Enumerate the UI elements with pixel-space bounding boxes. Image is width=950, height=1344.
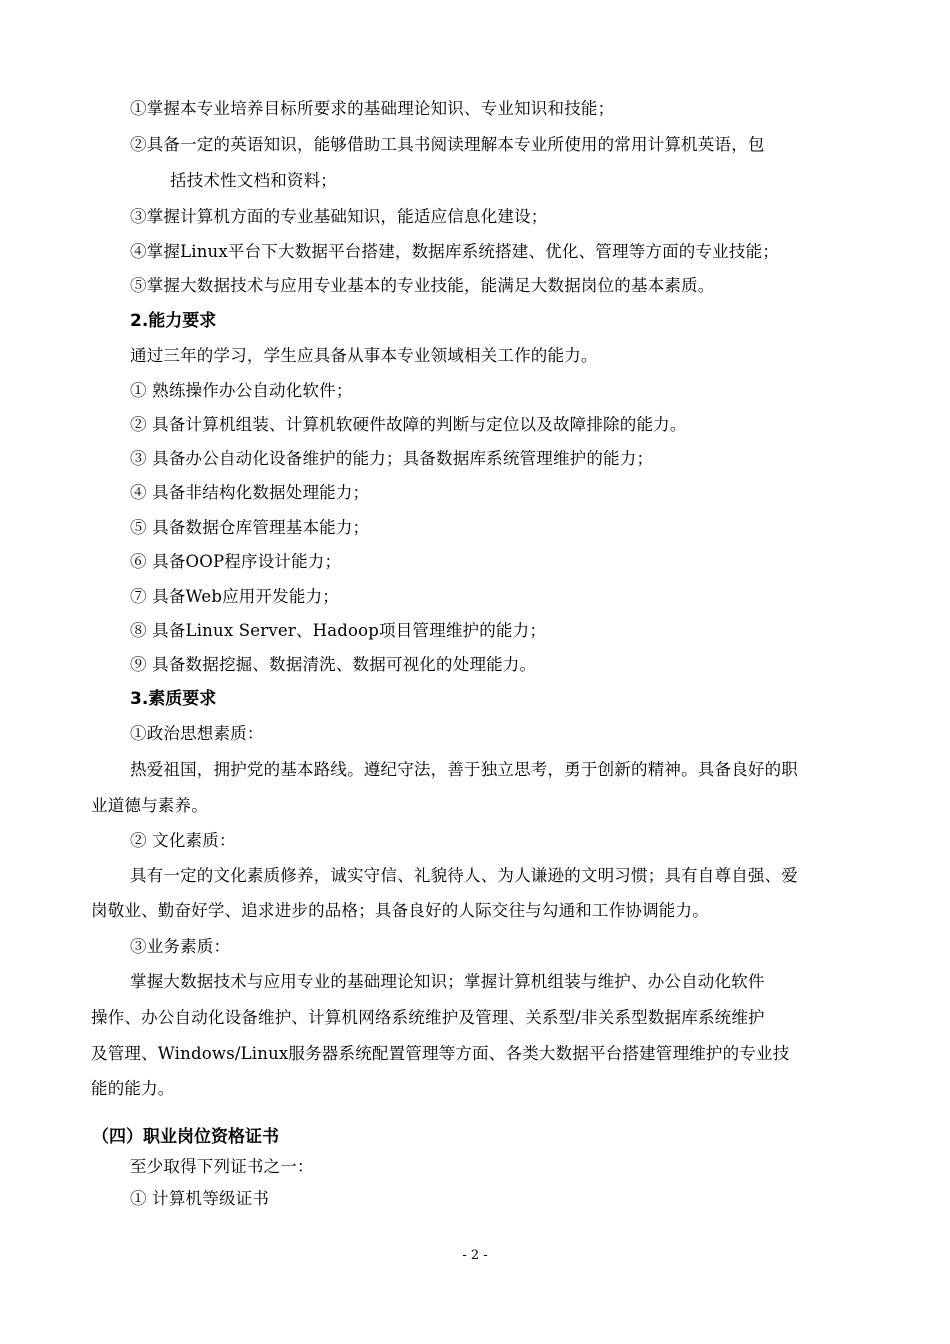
ability-item-9: ⑨ 具备数据挖掘、数据清洗、数据可视化的处理能力。 xyxy=(130,655,537,674)
quality-heading: 3.素质要求 xyxy=(130,689,217,709)
ability-item-4: ④ 具备非结构化数据处理能力； xyxy=(130,483,370,502)
ability-item-3: ③ 具备办公自动化设备维护的能力；具备数据库系统管理维护的能力； xyxy=(130,449,654,468)
ability-item-7: ⑦ 具备Web应用开发能力； xyxy=(130,587,339,606)
certificate-heading: （四）职业岗位资格证书 xyxy=(92,1127,279,1147)
business-quality-line-2: 操作、办公自动化设备维护、计算机网络系统维护及管理、关系型/非关系型数据库系统维护 xyxy=(91,1008,765,1027)
knowledge-item-1: ①掌握本专业培养目标所要求的基础理论知识、专业知识和技能； xyxy=(130,99,615,118)
ability-item-1: ① 熟练操作办公自动化软件； xyxy=(130,381,353,400)
political-quality-line-2: 业道德与素养。 xyxy=(91,796,208,815)
ability-item-6: ⑥ 具备OOP程序设计能力； xyxy=(130,552,342,571)
business-quality-line-3: 及管理、Windows/Linux服务器系统配置管理等方面、各类大数据平台搭建管理维护的专业技 xyxy=(91,1044,790,1063)
business-quality-line-1: 掌握大数据技术与应用专业的基础理论知识；掌握计算机组装与维护、办公自动化软件 xyxy=(130,972,765,991)
ability-heading: 2.能力要求 xyxy=(130,311,217,331)
ability-item-8: ⑧ 具备Linux Server、Hadoop项目管理维护的能力； xyxy=(130,621,547,640)
knowledge-item-5: ⑤掌握大数据技术与应用专业基本的专业技能，能满足大数据岗位的基本素质。 xyxy=(130,276,715,295)
political-quality-line-1: 热爱祖国，拥护党的基本路线。遵纪守法，善于独立思考，勇于创新的精神。具备良好的职 xyxy=(130,760,798,779)
cultural-quality-title: ② 文化素质： xyxy=(130,831,236,850)
page-number: - 2 - xyxy=(462,1248,488,1263)
ability-item-2: ② 具备计算机组装、计算机软硬件故障的判断与定位以及故障排除的能力。 xyxy=(130,415,687,434)
business-quality-line-4: 能的能力。 xyxy=(91,1079,175,1098)
cultural-quality-line-2: 岗敬业、勤奋好学、追求进步的品格；具备良好的人际交往与勾通和工作协调能力。 xyxy=(91,901,709,920)
knowledge-item-2-continued: 括技术性文档和资料； xyxy=(170,171,337,190)
ability-intro: 通过三年的学习，学生应具备从事本专业领域相关工作的能力。 xyxy=(130,346,598,365)
business-quality-title: ③业务素质： xyxy=(130,937,231,956)
certificate-item-1: ① 计算机等级证书 xyxy=(130,1189,270,1208)
cultural-quality-line-1: 具有一定的文化素质修养，诚实守信、礼貌待人、为人谦逊的文明习惯；具有自尊自强、爱 xyxy=(130,866,798,885)
knowledge-item-4: ④掌握Linux平台下大数据平台搭建，数据库系统搭建、优化、管理等方面的专业技能； xyxy=(130,242,779,261)
certificate-intro: 至少取得下列证书之一： xyxy=(130,1157,314,1176)
knowledge-item-3: ③掌握计算机方面的专业基础知识，能适应信息化建设； xyxy=(130,207,548,226)
ability-item-5: ⑤ 具备数据仓库管理基本能力； xyxy=(130,518,370,537)
knowledge-item-2: ②具备一定的英语知识，能够借助工具书阅读理解本专业所使用的常用计算机英语，包 xyxy=(130,135,765,154)
political-quality-title: ①政治思想素质： xyxy=(130,724,264,743)
